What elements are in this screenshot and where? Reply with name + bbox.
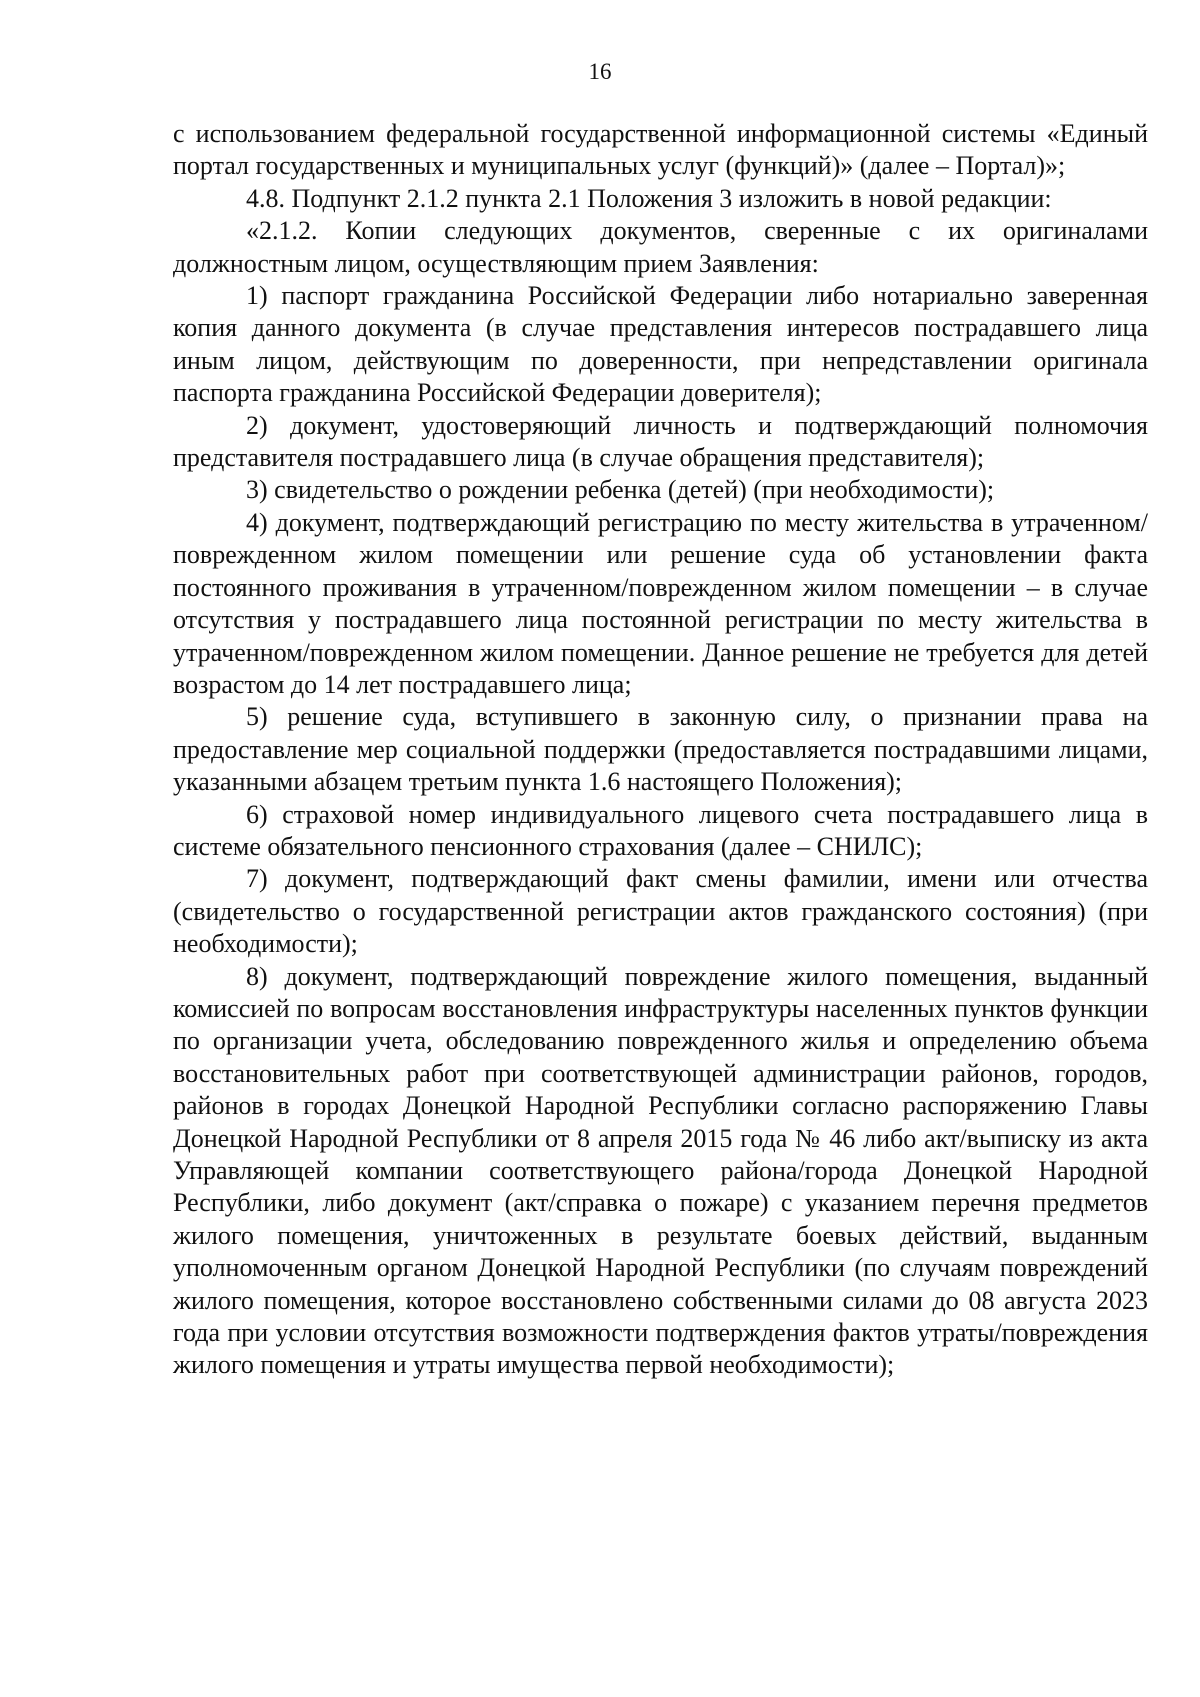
paragraph-section-4-8: 4.8. Подпункт 2.1.2 пункта 2.1 Положения 3 изложить в новой редакции: [246,183,1052,213]
list-item-2: 2) документ, удостоверяющий личность и подтверждающий полномочия представителя пострадавшего лица (в случае обращения представителя); [173,410,1148,473]
list-item-8: 8) документ, подтверждающий повреждение жилого помещения, выданный комиссией по вопросам восстановления инфраструктуры населенных пунктов функции по организации учета, обследованию поврежденного жилья и определению объема восстановительных работ при соответствующей администрации районов, городов, районов в городах Донецкой Народной Республики согласно распоряжению Главы Донецкой Народной Республики от 8 апреля 2015 года № 46 либо акт/выписку из акта Управляющей компании соответствующего района/города Донецкой Народной Республики, либо документ (акт/справка о пожаре) с указанием перечня предметов жилого помещения, уничтоженных в результате боевых действий, выданным уполномоченным органом Донецкой Народной Республики (по случаям повреждений жилого помещения, которое восстановлено собственными силами до 08 августа 2023 года при условии отсутствия возможности подтверждения фактов утраты/повреждения жилого помещения и утраты имущества первой необходимости); [173,961,1148,1380]
paragraph-subsection-2-1-2: «2.1.2. Копии следующих документов, сверенные с их оригиналами должностным лицом, осуществляющим прием Заявления: [173,216,1148,278]
list-item-3: 3) свидетельство о рождении ребенка (детей) (при необходимости); [246,475,995,505]
list-item-5: 5) решение суда, вступившего в законную силу, о признании права на предоставление мер социальной поддержки (предоставляется пострадавшими лицами, указанными абзацем третьим пункта 1.6 настоящего Положения); [173,702,1148,797]
page-number: 16 [588,59,612,84]
list-item-1: 1) паспорт гражданина Российской Федерации либо нотариально заверенная копия данного документа (в случае представления интересов пострадавшего лица иным лицом, действующим по доверенности, при непредставлении оригинала паспорта гражданина Российской Федерации доверителя); [173,281,1148,408]
list-item-4: 4) документ, подтверждающий регистрацию по месту жительства в утраченном/поврежденном жилом помещении или решение суда об установлении факта постоянного проживания в утраченном/поврежденном жилом помещении – в случае отсутствия у пострадавшего лица постоянной регистрации по месту жительства в утраченном/поврежденном жилом помещении. Данное решение не требуется для детей возрастом до 14 лет пострадавшего лица; [173,507,1148,699]
list-item-7: 7) документ, подтверждающий факт смены фамилии, имени или отчества (свидетельство о государственной регистрации актов гражданского состояния) (при необходимости); [173,864,1148,959]
paragraph-portal-continuation: с использованием федеральной государственной информационной системы «Единый портал государственных и муниципальных услуг (функций)» (далее – Портал)»; [173,119,1148,181]
document-body [173,118,1148,1382]
list-item-6: 6) страховой номер индивидуального лицевого счета пострадавшего лица в системе обязательного пенсионного страхования (далее – СНИЛС); [173,799,1148,861]
